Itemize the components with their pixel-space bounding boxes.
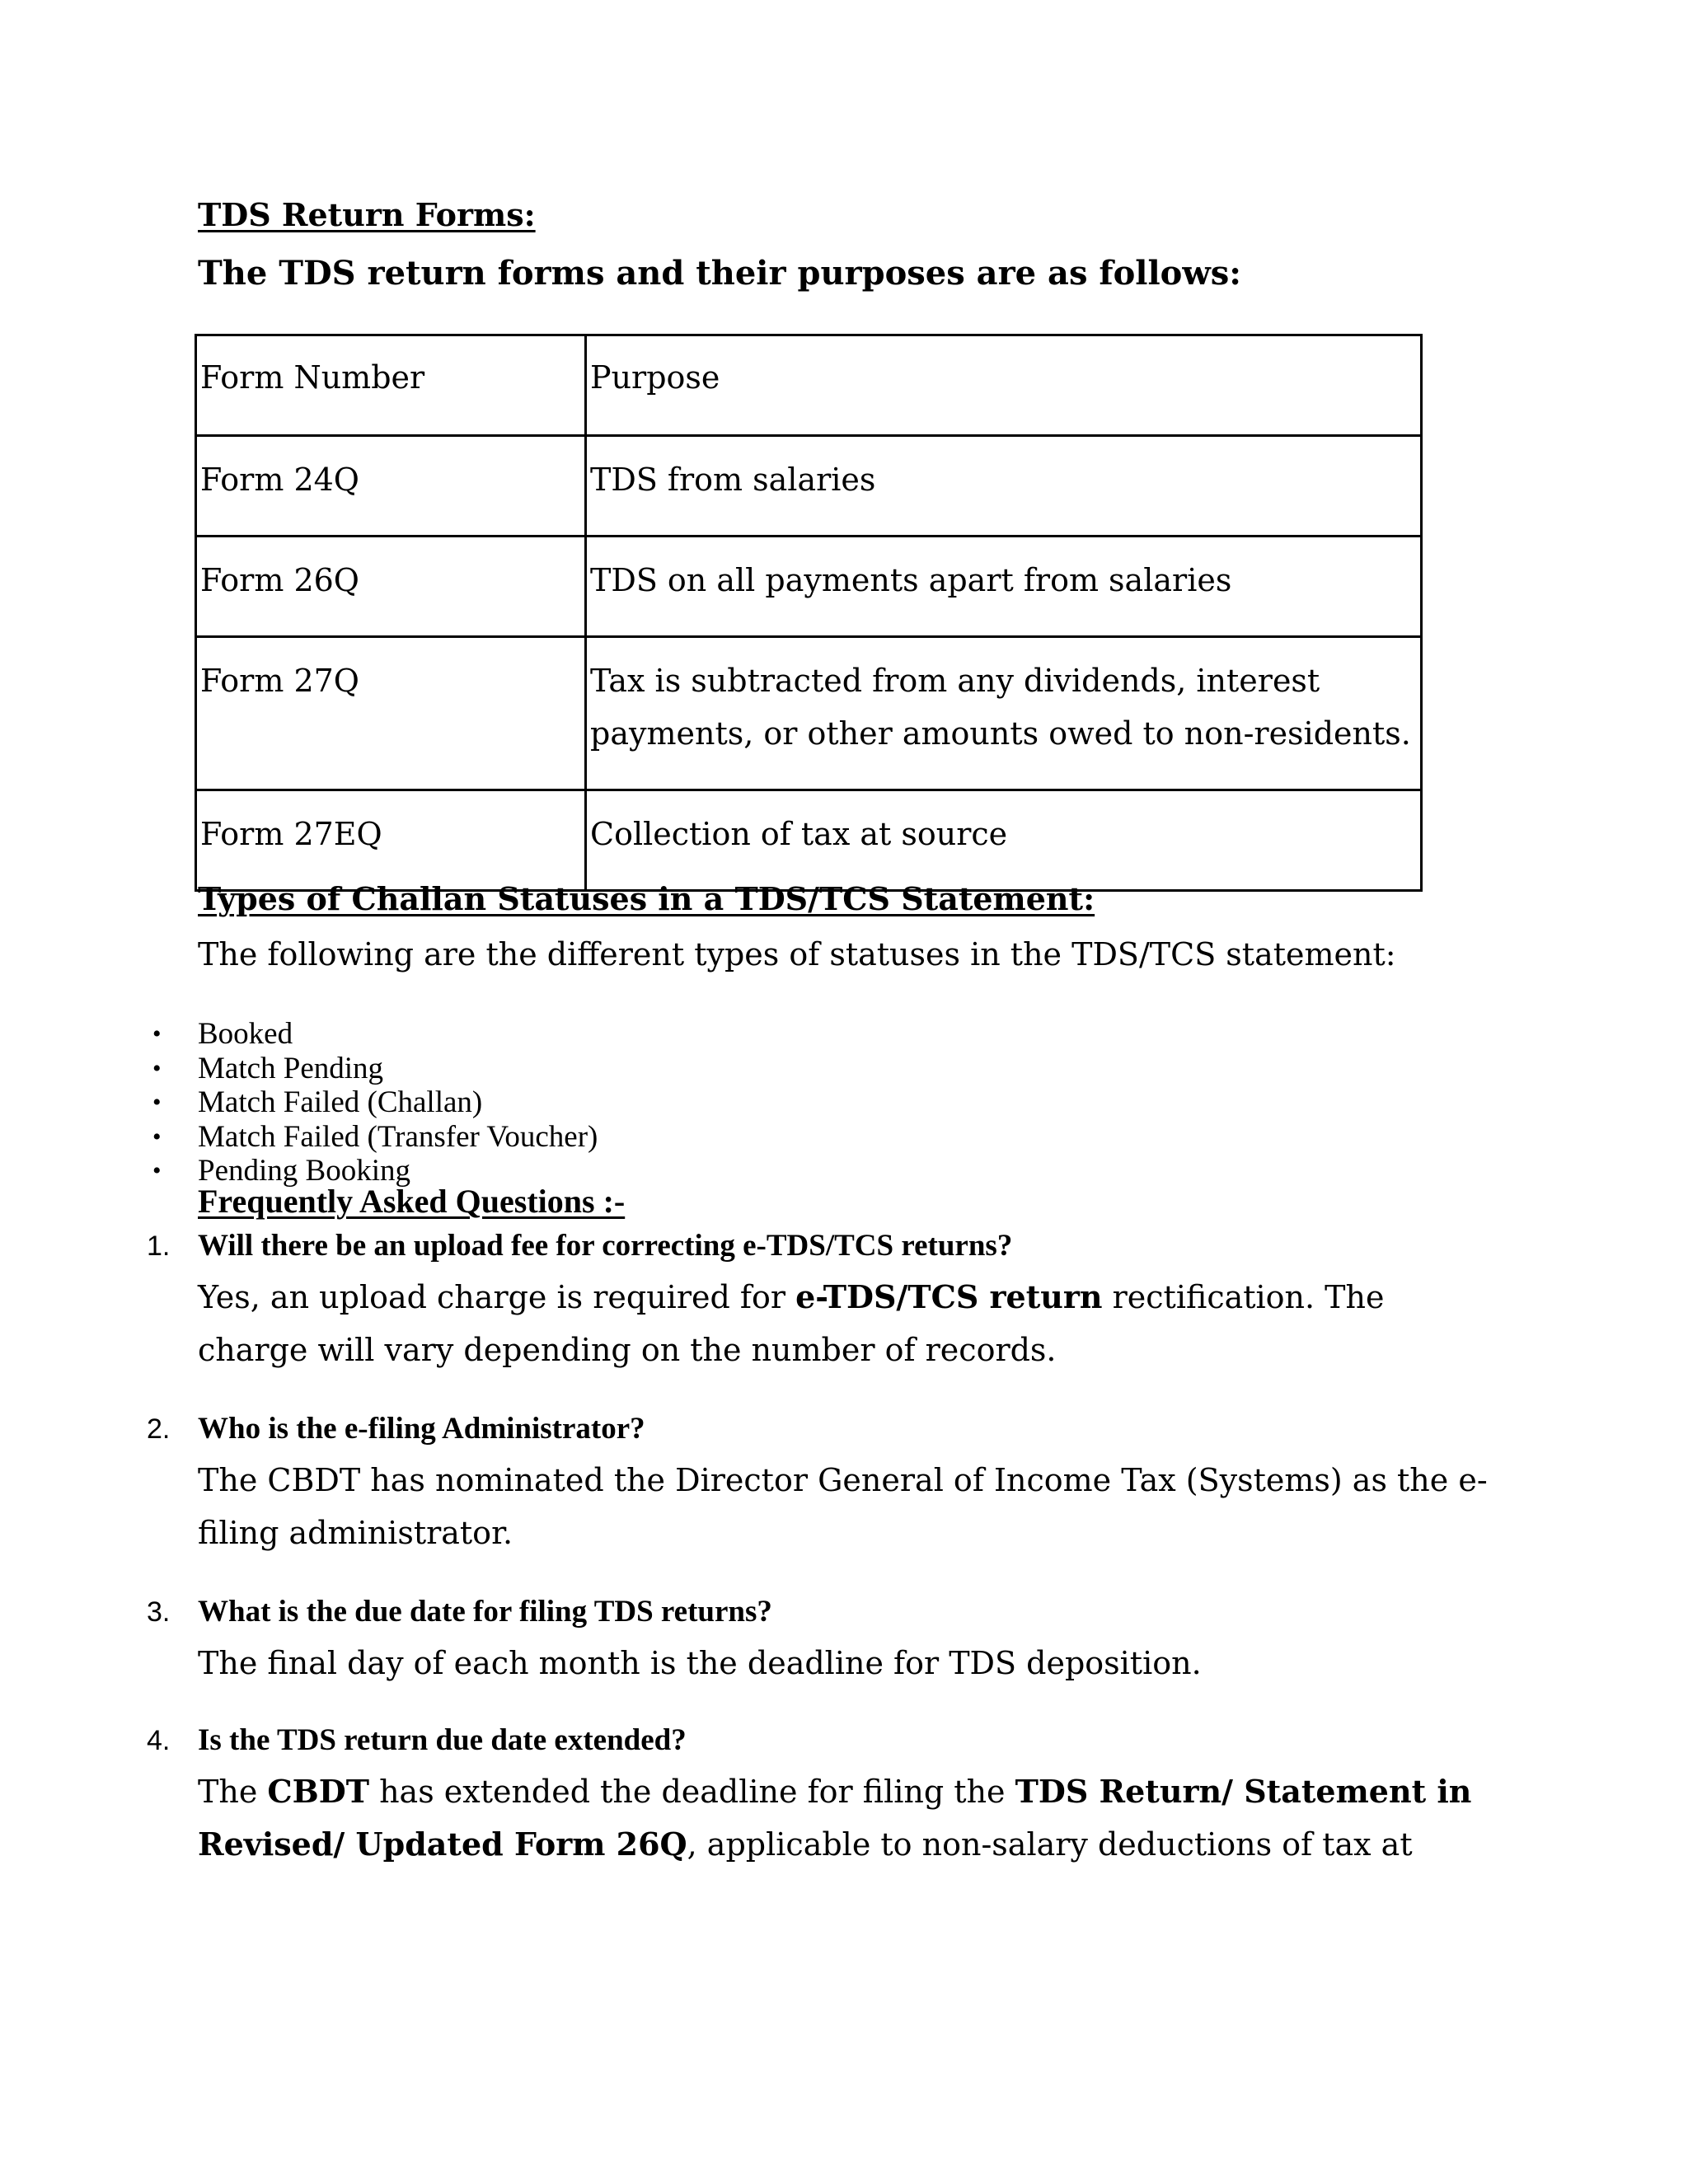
form-number-cell: Form 26Q: [196, 537, 586, 637]
answer-text: , applicable to non-salary deductions of tax at: [687, 1826, 1413, 1863]
challan-statuses-heading: Types of Challan Statuses in a TDS/TCS Statement:: [198, 880, 1095, 917]
purpose-cell: [586, 637, 1422, 790]
answer-line: [198, 1818, 1484, 1871]
bullet-icon: •: [152, 1157, 162, 1184]
table-row: [196, 637, 1422, 790]
challan-status-list: [152, 1017, 598, 1188]
bullet-icon: •: [152, 1089, 162, 1116]
form-number-cell: Form 24Q: [196, 436, 586, 537]
form-number-cell: Form 27Q: [196, 637, 586, 790]
faq-question: Who is the e-filing Administrator?: [198, 1412, 645, 1446]
status-label: Match Failed (Challan): [198, 1085, 483, 1119]
bullet-icon: •: [152, 1122, 162, 1151]
answer-emphasis: TDS Return/ Statement in: [1015, 1773, 1472, 1810]
faq-number: 2.: [147, 1413, 171, 1445]
answer-emphasis: e-TDS/TCS return: [795, 1278, 1103, 1315]
faq-item: [147, 1721, 1484, 1871]
faq-item: [147, 1409, 1488, 1559]
faq-question: What is the due date for filing TDS returns?: [198, 1595, 772, 1629]
faq-number: 3.: [147, 1596, 171, 1628]
faq-question: Is the TDS return due date extended?: [198, 1723, 687, 1757]
faq-number: 1.: [147, 1230, 171, 1262]
answer-text: has extended the deadline for filing the: [368, 1774, 1015, 1810]
table-row: [196, 537, 1422, 637]
faq-heading: Frequently Asked Questions :-: [198, 1183, 626, 1220]
tds-forms-table: [195, 334, 1423, 892]
faq-number: 4.: [147, 1725, 171, 1756]
answer-line: charge will vary depending on the number of records.: [198, 1332, 1057, 1368]
faq-item: [147, 1592, 1484, 1690]
faq-question: Will there be an upload fee for correcting e-TDS/TCS returns?: [198, 1229, 1013, 1263]
tds-return-forms-heading: TDS Return Forms:: [198, 196, 536, 233]
list-item: [152, 1051, 598, 1086]
purpose-line: Tax is subtracted from any dividends, interest: [590, 663, 1320, 699]
answer-text: rectification. The: [1102, 1279, 1385, 1315]
list-item: [152, 1085, 598, 1120]
answer-line: filing administrator.: [198, 1515, 513, 1551]
answer-text: Yes, an upload charge is required for: [198, 1279, 796, 1315]
table-header-row: [196, 335, 1422, 436]
bullet-icon: •: [152, 1054, 162, 1082]
answer-line: [198, 1271, 1484, 1324]
header-purpose: Purpose: [586, 335, 1422, 436]
form-number-cell: Form 27EQ: [196, 790, 586, 891]
faq-answer: [198, 1765, 1484, 1871]
table-row: [196, 436, 1422, 537]
bullet-icon: •: [152, 1020, 162, 1047]
answer-line: [198, 1765, 1484, 1818]
faq-answer: [198, 1271, 1484, 1376]
table-row: [196, 790, 1422, 891]
answer-line: The CBDT has nominated the Director General of Income Tax (Systems) as the e-: [198, 1462, 1488, 1498]
answer-line: The final day of each month is the deadline for TDS deposition.: [198, 1645, 1202, 1681]
purpose-cell: TDS on all payments apart from salaries: [586, 537, 1422, 637]
faq-item: [147, 1226, 1484, 1376]
status-label: Match Failed (Transfer Voucher): [198, 1119, 598, 1154]
header-form-number: Form Number: [196, 335, 586, 436]
status-label: Match Pending: [198, 1051, 384, 1085]
answer-emphasis: Revised/ Updated Form 26Q: [198, 1825, 687, 1863]
purpose-line: payments, or other amounts owed to non-residents.: [590, 715, 1411, 752]
purpose-cell: Collection of tax at source: [586, 790, 1422, 891]
purpose-cell: TDS from salaries: [586, 436, 1422, 537]
faq-answer: [198, 1454, 1488, 1559]
list-item: [152, 1017, 598, 1052]
list-item: [152, 1119, 598, 1155]
tds-forms-intro: The TDS return forms and their purposes are as follows:: [198, 254, 1242, 293]
answer-emphasis: CBDT: [267, 1773, 369, 1810]
faq-answer: [198, 1637, 1484, 1690]
answer-text: The: [198, 1774, 268, 1810]
status-label: Booked: [198, 1017, 293, 1051]
challan-statuses-intro: The following are the different types of statuses in the TDS/TCS statement:: [198, 936, 1396, 972]
status-label: Pending Booking: [198, 1154, 410, 1188]
